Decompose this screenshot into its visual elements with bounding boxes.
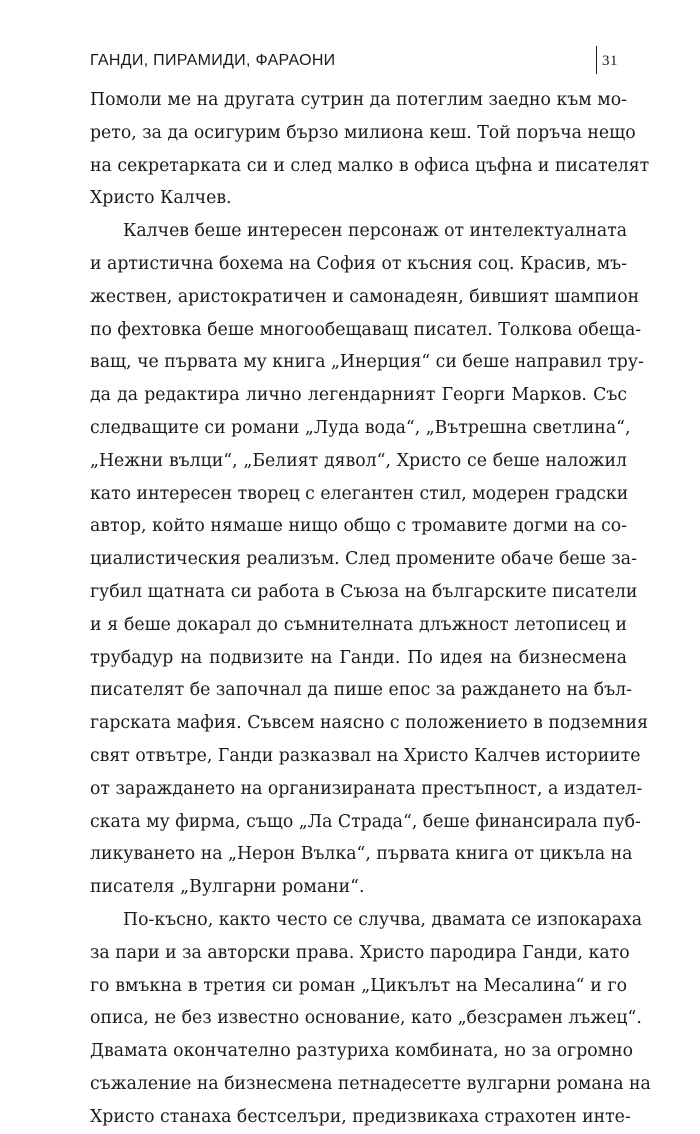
text-line: по фехтовка беше многообещаващ писател. Толкова обеща-	[90, 319, 642, 340]
body-text	[90, 84, 651, 1134]
text-line: автор, който нямаше нищо общо с тромавите догми на со-	[90, 516, 627, 537]
text-line: ликуването на „Нерон Вълка“, първата книга от цикъла на	[90, 844, 633, 865]
text-line: и артистична бохема на София от късния соц. Красив, мъ-	[90, 253, 627, 274]
text-line: за пари и за авторски права. Христо пародира Ганди, като	[90, 942, 630, 963]
text-line: трубадур на подвизите на Ганди. По идея на бизнесмена	[90, 647, 627, 668]
header-divider	[596, 46, 597, 74]
page-number: 31	[602, 53, 618, 69]
text-line: губил щатната си работа в Съюза на българските писатели	[90, 581, 638, 602]
text-line: описа, не без известно основание, като „безсрамен лъжец“.	[90, 1008, 642, 1029]
text-line: ската му фирма, също „Ла Страда“, беше финансирала пуб-	[90, 811, 641, 832]
text-line: свят отвътре, Ганди разказвал на Христо Калчев историите	[90, 745, 641, 766]
text-line: писателят бе започнал да пише епос за раждането на бъл-	[90, 680, 632, 701]
text-line: писателя „Вулгарни романи“.	[90, 877, 365, 898]
text-line: „Нежни вълци“, „Белият дявол“, Христо се беше наложил	[90, 450, 627, 471]
text-line: Христо Калчев.	[90, 188, 232, 209]
text-line: Помоли ме на другата сутрин да потеглим заедно към мо-	[90, 90, 627, 110]
text-line: на секретарката си и след малко в офиса цъфна и писателят	[90, 155, 650, 176]
text-line: следващите си романи „Луда вода“, „Вътрешна светлина“,	[90, 417, 631, 438]
text-line: гарската мафия. Съвсем наясно с положението в подземния	[90, 713, 648, 734]
text-line: Калчев беше интересен персонаж от интелектуалната	[123, 221, 628, 242]
text-line: съжаление на бизнесмена петнадесетте вулгарни романа на	[90, 1073, 651, 1094]
text-line: жествен, аристократичен и самонадеян, бившият шампион	[90, 286, 640, 307]
text-line: ващ, че първата му книга „Инерция“ си беше направил тру-	[90, 352, 644, 373]
text-line: го вмъкна в третия си роман „Цикълът на Месалина“ и го	[90, 975, 627, 996]
text-line: По-късно, както често се случва, двамата се изпокараха	[123, 909, 643, 930]
text-line: и я беше докарал до съмнителната длъжност летописец и	[90, 614, 627, 635]
text-line: Двамата окончателно разтуриха комбината, но за огромно	[90, 1041, 634, 1062]
text-line: да да редактира лично легендарният Георги Марков. Със	[90, 385, 627, 406]
text-line: рето, за да осигурим бързо милиона кеш. Той поръча нещо	[90, 122, 636, 143]
text-line: от зараждането на организираната престъпност, а издател-	[90, 778, 643, 799]
running-title: ГАНДИ, ПИРАМИДИ, ФАРАОНИ	[90, 52, 336, 69]
running-header	[90, 44, 630, 78]
text-line: циалистическия реализъм. След промените обаче беше за-	[90, 549, 637, 570]
text-line: като интересен творец с елегантен стил, модерен градски	[90, 483, 629, 504]
text-line: Христо станаха бестселъри, предизвикаха страхотен инте-	[90, 1106, 631, 1127]
